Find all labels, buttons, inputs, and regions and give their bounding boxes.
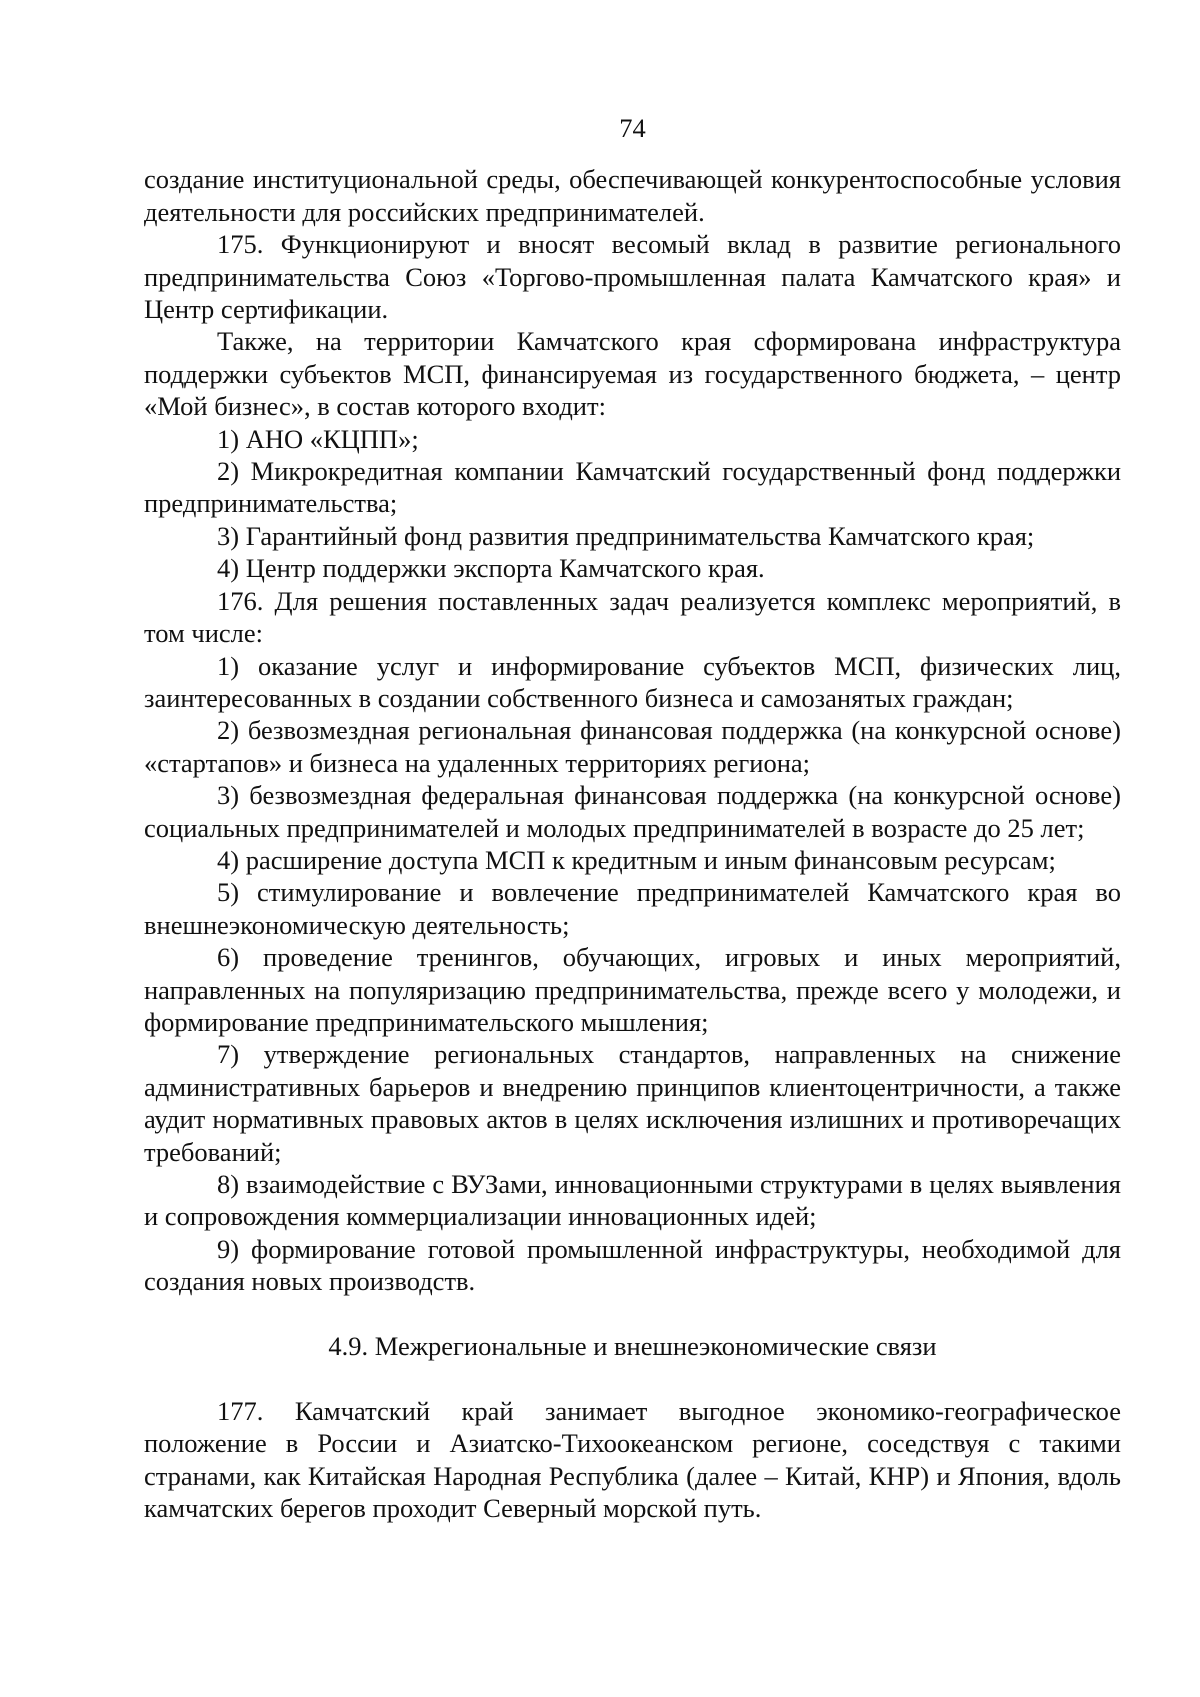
paragraph: создание институциональной среды, обеспечивающей конкурентоспособные условия деятельности для российских предпринимателей. [144,164,1121,227]
paragraph: 175. Функционируют и вносят весомый вклад в развитие регионального предпринимательства Союз «Торгово-промышленная палата Камчатского края» и Центр сертификации. [144,229,1121,325]
section-heading: 4.9. Межрегиональные и внешнеэкономические связи [328,1330,937,1361]
list-item: 6) проведение тренингов, обучающих, игровых и иных мероприятий, направленных на популяризацию предпринимательства, прежде всего у молодежи, и формирование предпринимательского мышления; [144,942,1121,1037]
paragraph: 177. Камчатский край занимает выгодное экономико-географическое положение в России и Азиатско-Тихоокеанском регионе, соседствуя с такими странами, как Китайская Народная Республика (далее – Китай, КНР) и Япония, вдоль камчатских берегов проходит Северный морской путь. [144,1396,1121,1524]
list-item: 8) взаимодействие с ВУЗами, инновационными структурами в целях выявления и сопровождения коммерциализации инновационных идей; [144,1169,1121,1232]
list-item: 3) Гарантийный фонд развития предпринимательства Камчатского края; [217,520,1035,551]
page-number: 74 [619,113,646,143]
list-item: 1) АНО «КЦПП»; [217,423,419,454]
document-page [144,112,1121,1525]
paragraph: Также, на территории Камчатского края сформирована инфраструктура поддержки субъектов МСП, финансируемая из государственного бюджета, – центр «Мой бизнес», в состав которого входит: [144,326,1121,422]
paragraph: 176. Для решения поставленных задач реализуется комплекс мероприятий, в том числе: [144,585,1121,649]
list-item: 7) утверждение региональных стандартов, направленных на снижение административных барьеров и внедрению принципов клиентоцентричности, а также аудит нормативных правовых актов в целях исключения излишних и противоречащих требований; [144,1039,1121,1167]
list-item: 4) расширение доступа МСП к кредитным и иным финансовым ресурсам; [217,844,1056,875]
list-item: 4) Центр поддержки экспорта Камчатского края. [217,553,765,584]
list-item: 3) безвозмездная федеральная финансовая поддержка (на конкурсной основе) социальных предпринимателей и молодых предпринимателей в возрасте до 25 лет; [144,780,1121,843]
list-item: 9) формирование готовой промышленной инфраструктуры, необходимой для создания новых производств. [144,1233,1121,1297]
list-item: 2) безвозмездная региональная финансовая поддержка (на конкурсной основе) «стартапов» и бизнеса на удаленных территориях региона; [144,715,1121,778]
list-item: 2) Микрокредитная компании Камчатский государственный фонд поддержки предпринимательства; [144,456,1121,519]
list-item: 1) оказание услуг и информирование субъектов МСП, физических лиц, заинтересованных в создании собственного бизнеса и самозанятых граждан; [144,650,1121,713]
list-item: 5) стимулирование и вовлечение предпринимателей Камчатского края во внешнеэкономическую деятельность; [144,877,1121,940]
